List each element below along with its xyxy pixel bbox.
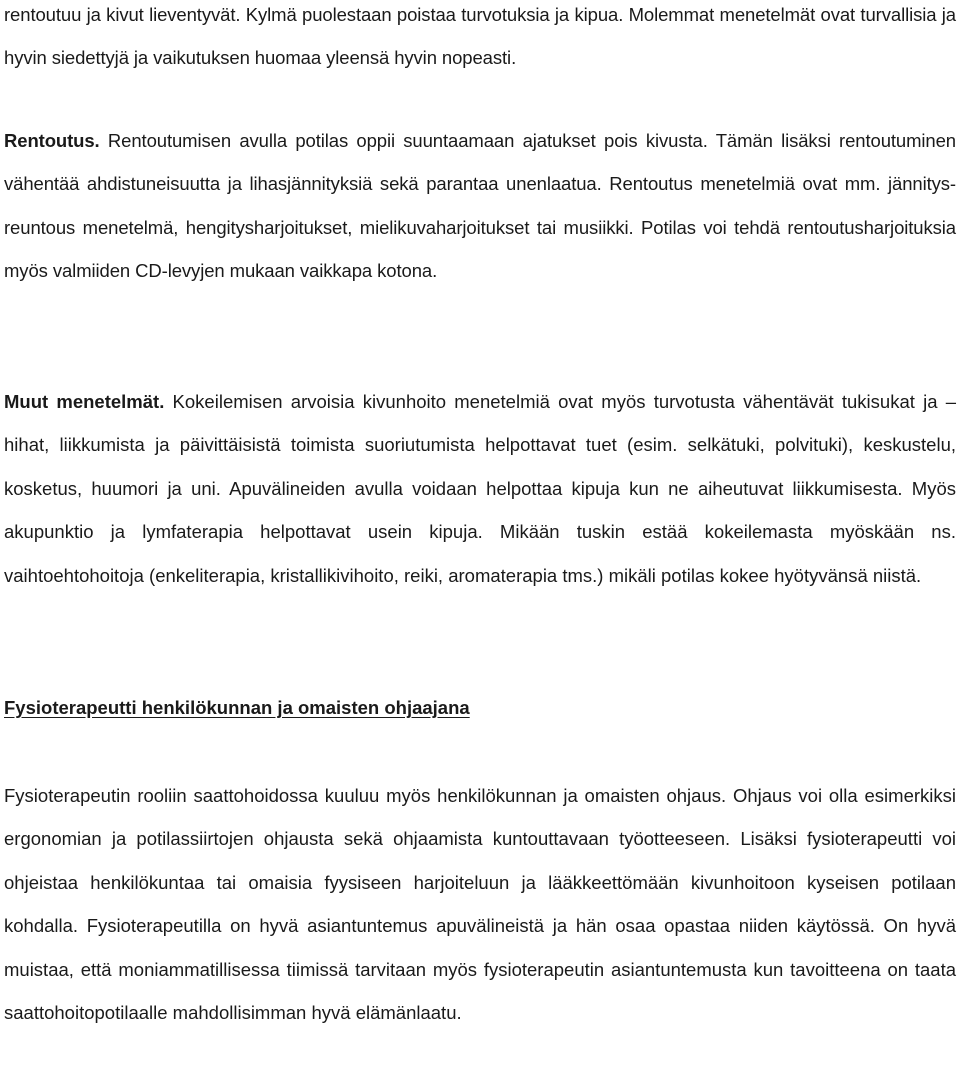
staff-guidance-text: Fysioterapeutin rooliin saattohoidossa kuuluu myös henkilökunnan ja omaisten ohjaus. Ohjaus voi olla esimerkiksi ergonomian ja potilassiirtojen ohjausta sekä ohjaamista kuntouttavaan työotteeseen. Lisäksi fysioterapeutti voi ohjeistaa henkilökuntaa tai omaisia fyysiseen harjoiteluun ja lääkkeettömään kivunhoitoon kyseisen potilaan kohdalla. Fysioterapeutilla on hyvä asiantuntemus apuvälineistä ja hän osaa opastaa niiden käytössä. On hyvä muistaa, että moniammatillisessa tiimissä tarvitaan myös fysioterapeutin asiantuntemusta kun tavoitteena on taata saattohoitopotilaalle mahdollisimman hyvä elämänlaatu. xyxy=(4,785,956,1024)
relaxation-lead: Rentoutus. xyxy=(4,130,100,151)
section-heading: Fysioterapeutti henkilökunnan ja omaisten ohjaajana xyxy=(4,697,470,718)
intro-paragraph xyxy=(4,0,956,80)
intro-text: rentoutuu ja kivut lieventyvät. Kylmä puolestaan poistaa turvotuksia ja kipua. Molemmat menetelmät ovat turvallisia ja hyvin siedettyjä ja vaikutuksen huomaa yleensä hyvin nopeasti. xyxy=(4,4,956,69)
other-methods-lead: Muut menetelmät. xyxy=(4,391,165,412)
staff-guidance-paragraph xyxy=(4,774,956,1034)
relaxation-paragraph xyxy=(4,119,956,293)
other-methods-paragraph xyxy=(4,380,956,597)
relaxation-text: Rentoutumisen avulla potilas oppii suuntaamaan ajatukset pois kivusta. Tämän lisäksi rentoutuminen vähentää ahdistuneisuutta ja lihasjännityksiä sekä parantaa unenlaatua. Rentoutus menetelmiä ovat mm. jännitys-reuntous menetelmä, hengitysharjoitukset, mielikuvaharjoitukset tai musiikki. Potilas voi tehdä rentoutusharjoituksia myös valmiiden CD-levyjen mukaan vaikkapa kotona. xyxy=(4,130,956,282)
other-methods-text: Kokeilemisen arvoisia kivunhoito menetelmiä ovat myös turvotusta vähentävät tukisukat ja – hihat, liikkumista ja päivittäisistä toimista suoriutumista helpottavat tuet (esim. selkätuki, polvituki), keskustelu, kosketus, huumori ja uni. Apuvälineiden avulla voidaan helpottaa kipuja kun ne aiheutuvat liikkumisesta. Myös akupunktio ja lymfaterapia helpottavat usein kipuja. Mikään tuskin estää kokeilemasta myöskään ns. vaihtoehtohoitoja (enkeliterapia, kristallikivihoito, reiki, aromaterapia tms.) mikäli potilas kokee hyötyvänsä niistä. xyxy=(4,391,956,586)
